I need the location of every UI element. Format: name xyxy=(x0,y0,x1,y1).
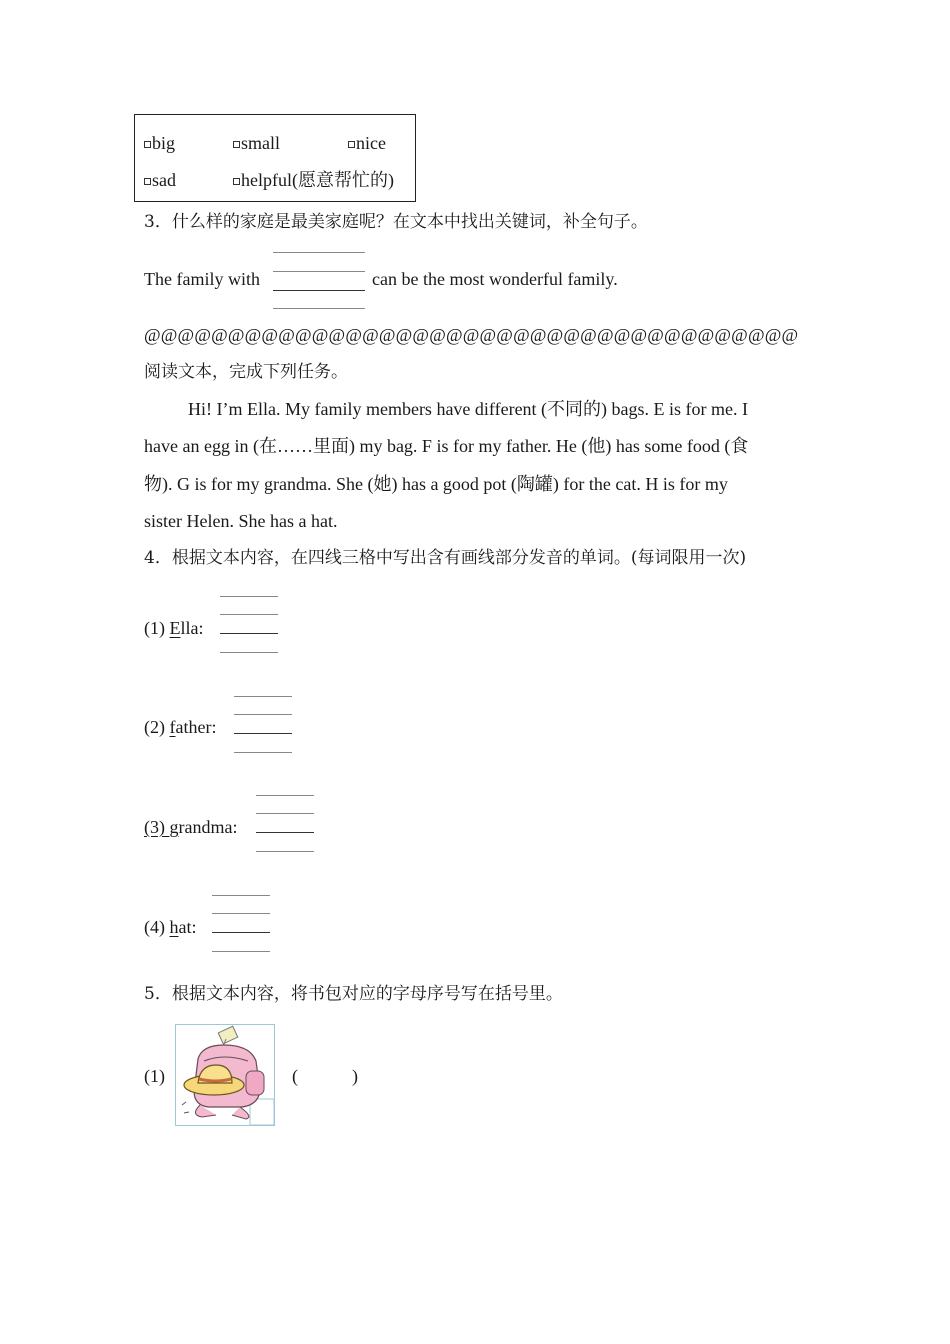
backpack-with-hat-image xyxy=(175,1024,275,1126)
passage-line-4: sister Helen. She has a hat. xyxy=(144,511,338,531)
q4-prompt: 4．根据文本内容，在四线三格中写出含有画线部分发音的单词。(每词限用一次) xyxy=(144,548,747,568)
q4-item-1-grid[interactable] xyxy=(220,596,278,652)
q3-sentence-start: The family with xyxy=(144,269,260,289)
checkbox-icon xyxy=(233,141,240,148)
checkbox-icon xyxy=(144,141,151,148)
checkbox-icon xyxy=(144,178,151,185)
word-options-box xyxy=(134,114,416,202)
reading-instruction: 阅读文本，完成下列任务。 xyxy=(144,362,348,382)
option-small[interactable]: small xyxy=(233,134,280,152)
option-helpful[interactable]: helpful(愿意帮忙的) xyxy=(233,171,394,189)
q4-item-3-grid[interactable] xyxy=(256,795,314,851)
q5-prompt: 5．根据文本内容，将书包对应的字母序号写在括号里。 xyxy=(144,984,563,1004)
q4-item-3: (3) grandma: xyxy=(144,817,238,837)
q4-item-1: (1) Ella: xyxy=(144,618,204,638)
checkbox-icon xyxy=(348,141,355,148)
q3-answer-grid[interactable] xyxy=(273,252,365,308)
q4-item-2: (2) father: xyxy=(144,717,217,737)
option-nice[interactable]: nice xyxy=(348,134,386,152)
q5-item-1-label: (1) xyxy=(144,1066,165,1086)
checkbox-icon xyxy=(233,178,240,185)
option-sad[interactable]: sad xyxy=(144,171,176,189)
option-big[interactable]: big xyxy=(144,134,175,152)
passage-line-2: have an egg in (在……里面) my bag. F is for my father. He (他) has some food (食 xyxy=(144,436,749,456)
q4-item-4-grid[interactable] xyxy=(212,895,270,951)
passage-line-1: Hi! I’m Ella. My family members have different (不同的) bags. E is for me. I xyxy=(188,399,749,419)
q4-item-4: (4) hat: xyxy=(144,917,197,937)
q3-prompt: 3．什么样的家庭是最美家庭呢？在文本中找出关键词，补全句子。 xyxy=(144,212,648,232)
section-separator: @@@@@@@@@@@@@@@@@@@@@@@@@@@@@@@@@@@@@@@ xyxy=(144,325,799,345)
backpack-hat-icon xyxy=(176,1025,274,1125)
q4-item-2-grid[interactable] xyxy=(234,696,292,752)
q3-sentence-end: can be the most wonderful family. xyxy=(372,269,618,289)
q5-item-1-answer-parens[interactable]: ( ) xyxy=(292,1066,358,1086)
passage-line-3: 物). G is for my grandma. She (她) has a good pot (陶罐) for the cat. H is for my xyxy=(144,474,728,494)
